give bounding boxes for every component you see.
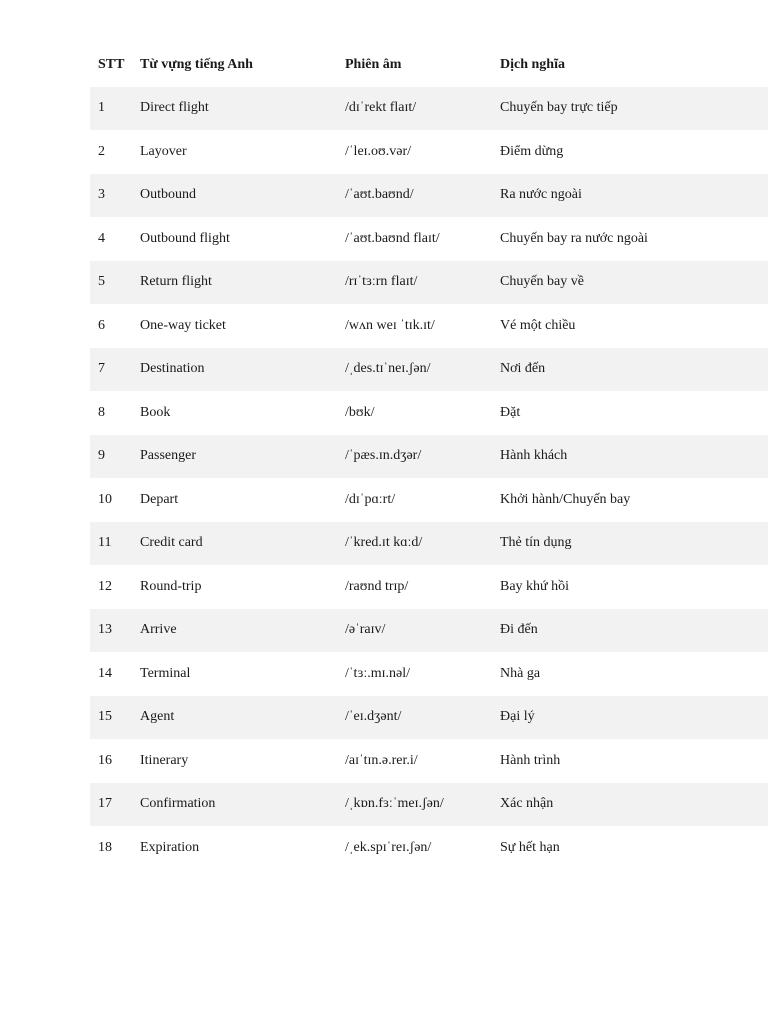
cell-ipa: /ˈleɪ.oʊ.vər/ bbox=[337, 130, 492, 174]
cell-word: Direct flight bbox=[132, 87, 337, 131]
table-row bbox=[90, 87, 768, 131]
cell-word: Destination bbox=[132, 348, 337, 392]
cell-ipa: /əˈraɪv/ bbox=[337, 609, 492, 653]
cell-ipa: /ˈpæs.ɪn.dʒər/ bbox=[337, 435, 492, 479]
cell-ipa: /ˈkred.ɪt kɑːd/ bbox=[337, 522, 492, 566]
cell-meaning: Sự hết hạn bbox=[492, 826, 768, 870]
cell-ipa: /aɪˈtɪn.ə.rer.i/ bbox=[337, 739, 492, 783]
cell-meaning: Đặt bbox=[492, 391, 768, 435]
cell-stt: 6 bbox=[90, 304, 132, 348]
cell-word: Book bbox=[132, 391, 337, 435]
cell-ipa: /dɪˈrekt flaɪt/ bbox=[337, 87, 492, 131]
cell-meaning: Hành trình bbox=[492, 739, 768, 783]
cell-meaning: Xác nhận bbox=[492, 783, 768, 827]
header-meaning: Dịch nghĩa bbox=[500, 56, 565, 72]
cell-stt: 1 bbox=[90, 87, 132, 131]
cell-stt: 9 bbox=[90, 435, 132, 479]
cell-ipa: /wʌn weɪ ˈtɪk.ɪt/ bbox=[337, 304, 492, 348]
cell-stt: 14 bbox=[90, 652, 132, 696]
table-row bbox=[90, 826, 768, 870]
table-row bbox=[90, 348, 768, 392]
cell-meaning: Khởi hành/Chuyến bay bbox=[492, 478, 768, 522]
table-row bbox=[90, 652, 768, 696]
table-row bbox=[90, 391, 768, 435]
header-word: Từ vựng tiếng Anh bbox=[140, 56, 253, 72]
cell-stt: 2 bbox=[90, 130, 132, 174]
cell-word: Confirmation bbox=[132, 783, 337, 827]
table-row bbox=[90, 261, 768, 305]
table-row bbox=[90, 696, 768, 740]
cell-word: Agent bbox=[132, 696, 337, 740]
cell-ipa: /ˌdes.tɪˈneɪ.ʃən/ bbox=[337, 348, 492, 392]
cell-meaning: Ra nước ngoài bbox=[492, 174, 768, 218]
cell-stt: 3 bbox=[90, 174, 132, 218]
cell-word: Credit card bbox=[132, 522, 337, 566]
cell-word: Arrive bbox=[132, 609, 337, 653]
cell-meaning: Hành khách bbox=[492, 435, 768, 479]
header-stt: STT bbox=[98, 56, 125, 72]
cell-word: Expiration bbox=[132, 826, 337, 870]
vocabulary-table bbox=[90, 43, 768, 870]
cell-ipa: /ˈtɜː.mɪ.nəl/ bbox=[337, 652, 492, 696]
cell-ipa: /ˈeɪ.dʒənt/ bbox=[337, 696, 492, 740]
cell-stt: 7 bbox=[90, 348, 132, 392]
table-header-row bbox=[90, 43, 768, 87]
cell-meaning: Chuyến bay về bbox=[492, 261, 768, 305]
cell-stt: 16 bbox=[90, 739, 132, 783]
table-row bbox=[90, 478, 768, 522]
table-row bbox=[90, 783, 768, 827]
cell-ipa: /ˈaʊt.baʊnd/ bbox=[337, 174, 492, 218]
table-row bbox=[90, 435, 768, 479]
cell-stt: 18 bbox=[90, 826, 132, 870]
cell-ipa: /raʊnd trɪp/ bbox=[337, 565, 492, 609]
cell-stt: 10 bbox=[90, 478, 132, 522]
cell-stt: 4 bbox=[90, 217, 132, 261]
cell-meaning: Đi đến bbox=[492, 609, 768, 653]
table-row bbox=[90, 130, 768, 174]
cell-stt: 8 bbox=[90, 391, 132, 435]
cell-word: Round-trip bbox=[132, 565, 337, 609]
cell-ipa: /ˈaʊt.baʊnd flaɪt/ bbox=[337, 217, 492, 261]
cell-ipa: /dɪˈpɑːrt/ bbox=[337, 478, 492, 522]
cell-word: Passenger bbox=[132, 435, 337, 479]
cell-word: Depart bbox=[132, 478, 337, 522]
table-row bbox=[90, 609, 768, 653]
cell-meaning: Chuyến bay ra nước ngoài bbox=[492, 217, 768, 261]
cell-stt: 15 bbox=[90, 696, 132, 740]
header-ipa: Phiên âm bbox=[345, 56, 402, 72]
cell-ipa: /rɪˈtɜːrn flaɪt/ bbox=[337, 261, 492, 305]
cell-meaning: Thẻ tín dụng bbox=[492, 522, 768, 566]
cell-stt: 13 bbox=[90, 609, 132, 653]
cell-meaning: Nơi đến bbox=[492, 348, 768, 392]
cell-word: Outbound bbox=[132, 174, 337, 218]
cell-ipa: /bʊk/ bbox=[337, 391, 492, 435]
table-row bbox=[90, 217, 768, 261]
cell-word: Itinerary bbox=[132, 739, 337, 783]
cell-stt: 12 bbox=[90, 565, 132, 609]
cell-ipa: /ˌkɒn.fɜːˈmeɪ.ʃən/ bbox=[337, 783, 492, 827]
table-row bbox=[90, 174, 768, 218]
cell-meaning: Chuyến bay trực tiếp bbox=[492, 87, 768, 131]
cell-stt: 17 bbox=[90, 783, 132, 827]
table-body bbox=[90, 87, 768, 870]
cell-word: Outbound flight bbox=[132, 217, 337, 261]
cell-meaning: Vé một chiều bbox=[492, 304, 768, 348]
cell-stt: 11 bbox=[90, 522, 132, 566]
cell-word: Layover bbox=[132, 130, 337, 174]
table-row bbox=[90, 739, 768, 783]
cell-meaning: Đại lý bbox=[492, 696, 768, 740]
table-row bbox=[90, 522, 768, 566]
cell-meaning: Nhà ga bbox=[492, 652, 768, 696]
table-row bbox=[90, 304, 768, 348]
cell-meaning: Bay khứ hồi bbox=[492, 565, 768, 609]
cell-word: Terminal bbox=[132, 652, 337, 696]
cell-word: One-way ticket bbox=[132, 304, 337, 348]
cell-word: Return flight bbox=[132, 261, 337, 305]
cell-stt: 5 bbox=[90, 261, 132, 305]
cell-ipa: /ˌek.spɪˈreɪ.ʃən/ bbox=[337, 826, 492, 870]
cell-meaning: Điểm dừng bbox=[492, 130, 768, 174]
table-row bbox=[90, 565, 768, 609]
